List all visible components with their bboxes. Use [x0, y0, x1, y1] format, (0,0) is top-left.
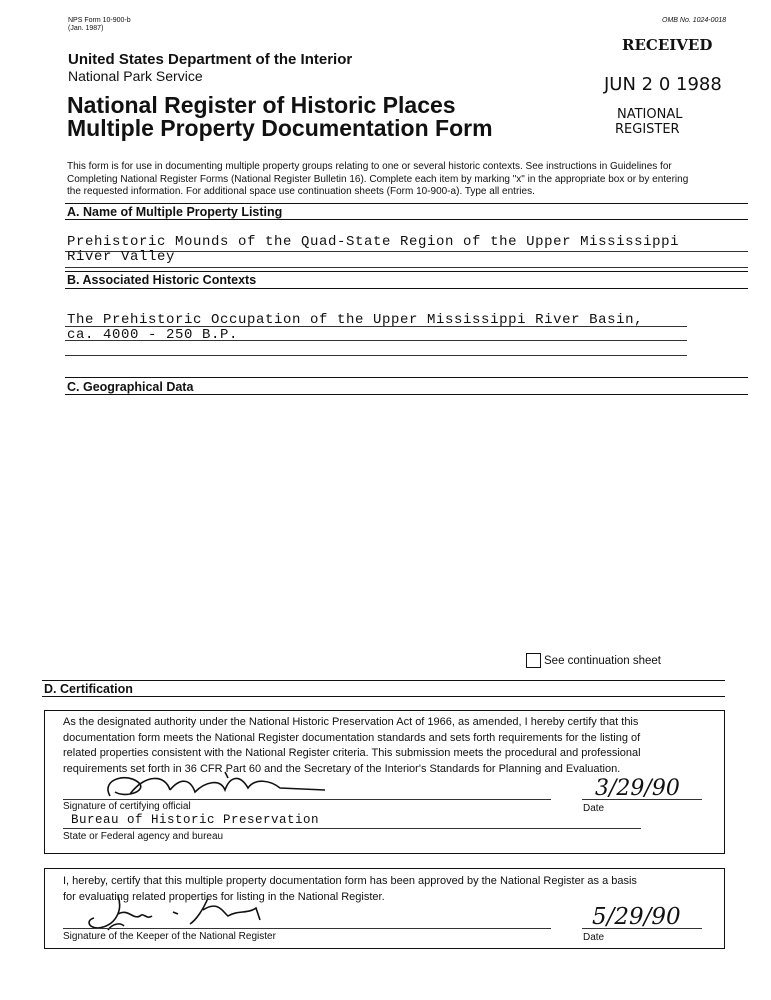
form-number: NPS Form 10-900-b — [68, 17, 131, 24]
continuation-checkbox[interactable] — [526, 653, 541, 668]
entry-line — [65, 340, 687, 341]
divider — [42, 680, 725, 681]
divider — [42, 696, 725, 697]
approval-line1: I, hereby, certify that this multiple property documentation form has been approved by the National Register as a basis — [63, 875, 637, 887]
property-listing-name-line2[interactable]: River Valley — [67, 249, 176, 265]
received-stamp: RECEIVED — [622, 36, 713, 54]
keeper-label: Signature of the Keeper of the National Register — [63, 931, 276, 942]
historic-context-line1[interactable]: The Prehistoric Occupation of the Upper Mississippi River Basin, — [67, 312, 644, 328]
certification-date-value: 3/29/90 — [595, 776, 680, 801]
entry-line — [65, 355, 687, 356]
agency-line — [63, 828, 641, 829]
form-title-line1: National Register of Historic Places — [67, 92, 456, 118]
signature-label: Signature of certifying official — [63, 801, 191, 812]
keeper-signature-line — [63, 928, 551, 929]
keeper-signature — [78, 890, 278, 932]
service-name: National Park Service — [68, 68, 203, 84]
signature-line — [63, 799, 551, 800]
divider — [65, 271, 748, 272]
certification-line4: requirements set forth in 36 CFR Part 60 and the Secretary of the Interior's Standards for Planning and Evaluation. — [63, 762, 621, 775]
instructions-line1: This form is for use in documenting multiple property groups relating to one or several historic contexts. See instructions in Guidelines for — [67, 161, 672, 172]
keeper-date-value: 5/29/90 — [592, 904, 681, 930]
received-date: JUN 2 0 1988 — [604, 74, 722, 95]
divider — [65, 394, 748, 395]
property-listing-name-line1[interactable]: Prehistoric Mounds of the Quad-State Region of the Upper Mississippi — [67, 234, 680, 250]
divider — [65, 377, 748, 378]
section-c-heading: C. Geographical Data — [67, 380, 194, 394]
department-name: United States Department of the Interior — [68, 51, 353, 68]
divider — [65, 288, 748, 289]
date-label: Date — [583, 803, 605, 814]
section-d-heading: D. Certification — [44, 682, 133, 696]
omb-number: OMB No. 1024-0018 — [662, 17, 727, 24]
instructions-line3: the requested information. For additional space use continuation sheets (Form 10-900-a). Type all entries. — [67, 186, 535, 197]
entry-line — [65, 267, 748, 268]
historic-context-line2[interactable]: ca. 4000 - 250 B.P. — [67, 327, 239, 343]
continuation-label: See continuation sheet — [544, 655, 662, 667]
instructions-text — [67, 161, 747, 199]
certification-line3: related properties consistent with the National Register criteria. This submission meets the procedural and professional — [63, 747, 641, 759]
section-b-heading: B. Associated Historic Contexts — [67, 273, 257, 287]
agency-label: State or Federal agency and bureau — [63, 831, 224, 842]
keeper-date-label: Date — [583, 932, 605, 943]
certification-line2: documentation form meets the National Register documentation standards and sets forth requirements for the listing of — [63, 731, 641, 744]
stamp-national: NATIONAL — [617, 107, 683, 122]
date-line — [582, 799, 702, 800]
certification-line1: As the designated authority under the National Historic Preservation Act of 1966, as amended, I hereby certify that this — [63, 716, 639, 728]
divider — [65, 219, 748, 220]
approval-line2: for evaluating related properties for listing in the National Register. — [63, 890, 385, 903]
certifying-official-signature — [70, 768, 330, 802]
divider — [65, 203, 748, 204]
stamp-register: REGISTER — [615, 122, 680, 137]
instructions-line2: Completing National Register Forms (National Register Bulletin 16). Complete each item by marking "x" in the appropriate box or by entering — [67, 173, 689, 185]
keeper-date-line — [582, 928, 702, 929]
form-date: (Jan. 1987) — [68, 25, 104, 32]
agency-value[interactable]: Bureau of Historic Preservation — [71, 813, 320, 827]
form-title-line2: Multiple Property Documentation Form — [67, 115, 493, 141]
section-a-heading: A. Name of Multiple Property Listing — [67, 205, 283, 219]
